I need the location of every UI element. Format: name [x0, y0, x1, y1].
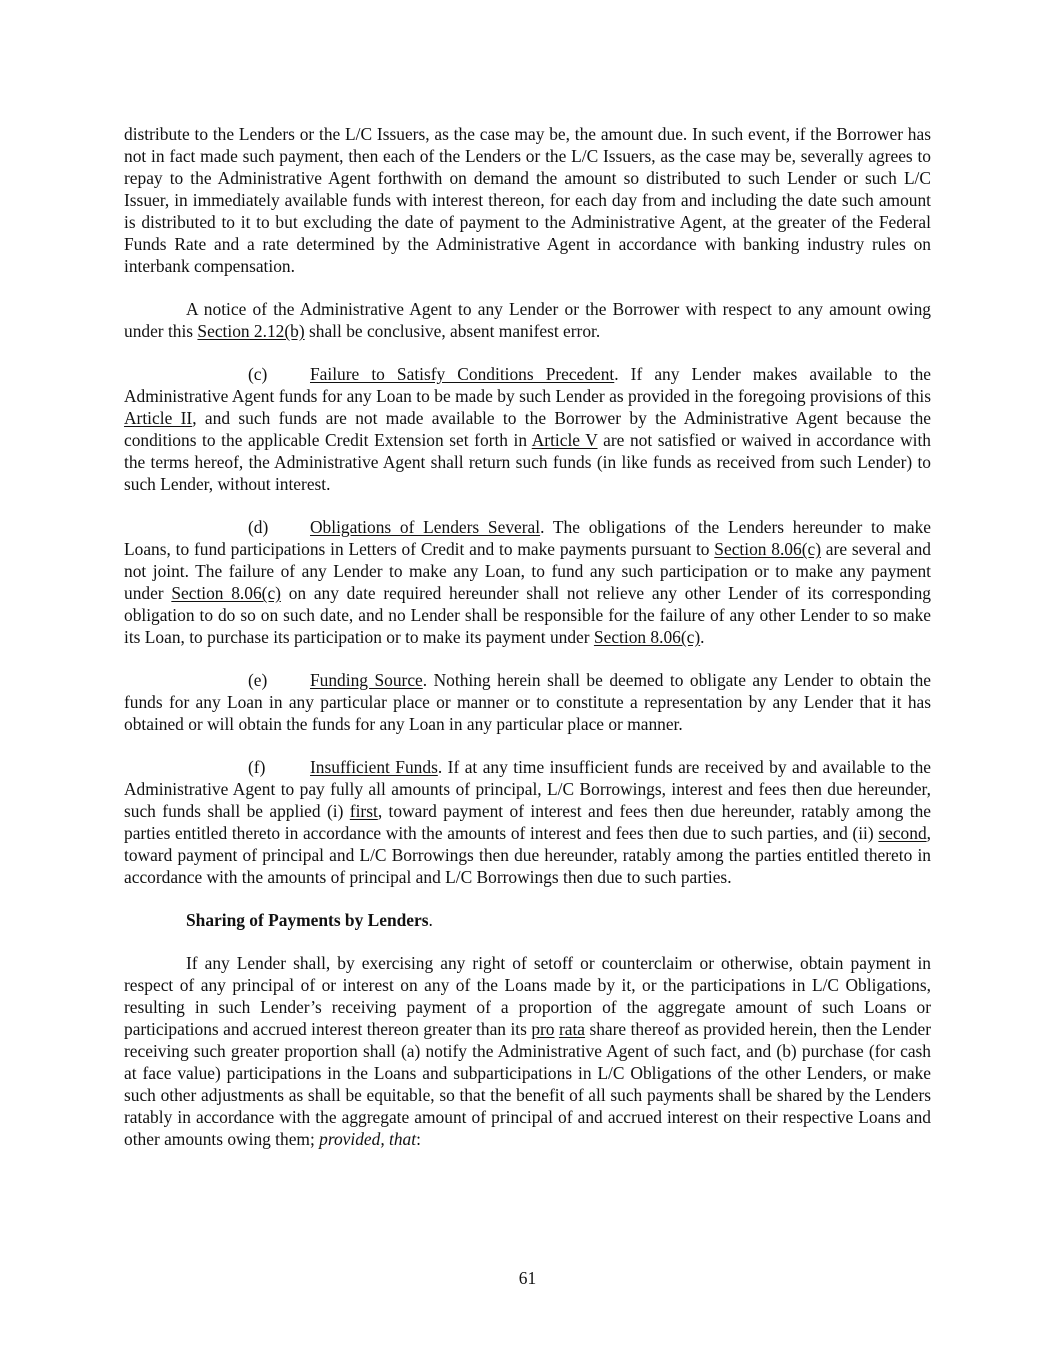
section-ref-2-12b: Section 2.12(b): [197, 321, 305, 341]
sharing-heading-text: Sharing of Payments by Lenders: [186, 910, 429, 930]
section-f-title: Insufficient Funds: [310, 757, 438, 777]
section-8-06c-ref-1: Section 8.06(c): [714, 539, 821, 559]
section-c-text-1: . If any Lender makes available to the Administrative Agent funds for any Loan to be made by such Lender as provided in the foregoing provisions of this: [124, 364, 931, 406]
section-d-label: (d): [248, 517, 269, 537]
sharing-heading-period: .: [428, 910, 433, 930]
section-e-text-1: . Nothing herein shall be deemed to obligate any Lender to obtain the funds for any Loan in any particular place or manner or to constitute a representation by any Lender that it has obtained or will obtain the funds for any Loan in any particular place or manner.: [124, 670, 932, 734]
section-8-06c-ref-3: Section 8.06(c): [593, 627, 701, 647]
section-f-label: (f): [248, 757, 266, 777]
section-8-06c-ref-2: Section 8.06(c): [171, 583, 281, 603]
notice-text-2: shall be conclusive, absent manifest error.: [304, 321, 601, 341]
paragraph-section-e: [124, 669, 931, 735]
section-f-text-3: , toward payment of principal and L/C Borrowings then due hereunder, ratably among the parties entitled thereto in accordance with the amounts of principal and L/C Borrowings then due to such parties.: [124, 823, 931, 887]
section-c-label: (c): [248, 364, 268, 384]
paragraph-notice: [124, 298, 931, 342]
section-c-text-2: , and such funds are not made available to the Borrower by the Administrative Agent because the conditions to the applicable Credit Extension set forth in: [124, 408, 932, 450]
second-term: second: [878, 823, 927, 843]
paragraph-sharing: [124, 952, 931, 1150]
article-ii-ref: Article II: [124, 408, 193, 428]
section-d-text-2: are several and not joint. The failure of any Lender to make any Loan, to fund any such participation or to make any payment under: [124, 539, 931, 603]
sharing-text-3: :: [416, 1129, 421, 1149]
section-c-title: Failure to Satisfy Conditions Precedent: [310, 364, 615, 384]
provided-that-italic: provided, that: [319, 1129, 417, 1149]
rata-term: rata: [558, 1019, 586, 1039]
section-c-text-3: are not satisfied or waived in accordance with the terms hereof, the Administrative Agent shall return such funds (in like funds as received from such Lender) to such Lender, without interest.: [124, 430, 932, 494]
section-e-title: Funding Source: [310, 670, 423, 690]
section-d-title: Obligations of Lenders Several: [310, 517, 541, 537]
paragraph-section-f: [124, 756, 931, 888]
section-heading-sharing: [124, 909, 931, 931]
first-term: first: [349, 801, 378, 821]
pro-term: pro: [531, 1019, 555, 1039]
page-number: 61: [518, 1268, 537, 1288]
sharing-text-1: If any Lender shall, by exercising any right of setoff or counterclaim or otherwise, obtain payment in respect of any principal of or interest on any of the Loans made by it, or the participations in L/C Obligations, resulting in such Lender’s receiving payment of a proportion of the aggregate amount of such Loans or participations and accrued interest thereon greater than its: [124, 953, 931, 1039]
notice-text-1: A notice of the Administrative Agent to any Lender or the Borrower with respect to any amount owing under this: [124, 299, 931, 341]
paragraph-section-d: [124, 516, 931, 648]
paragraph-section-c: [124, 363, 931, 495]
section-e-label: (e): [248, 670, 268, 690]
section-d-text-4: .: [700, 627, 705, 647]
document-page: [124, 123, 931, 1171]
sharing-text-2: share thereof as provided herein, then the Lender receiving such greater proportion shall (a) notify the Administrative Agent of such fact, and (b) purchase (for cash at face value) participations in the Loans and subparticipations in L/C Obligations of the other Lenders, or make such other adjustments as shall be equitable, so that the benefit of all such payments shall be shared by the Lenders ratably in accordance with the aggregate amount of principal of and accrued interest on their respective Loans and other amounts owing them;: [124, 1019, 931, 1149]
paragraph-continuation: distribute to the Lenders or the L/C Issuers, as the case may be, the amount due. In such event, if the Borrower has not in fact made such payment, then each of the Lenders or the L/C Issuers, as the case may be, severally agrees to repay to the Administrative Agent forthwith on demand the amount so distributed to such Lender or such L/C Issuer, in immediately available funds with interest thereon, for each day from and including the date such amount is distributed to it to but excluding the date of payment to the Administrative Agent, at the greater of the Federal Funds Rate and a rate determined by the Administrative Agent in accordance with banking industry rules on interbank compensation.: [124, 124, 931, 276]
section-d-text-1: . The obligations of the Lenders hereunder to make Loans, to fund participations in Letters of Credit and to make payments pursuant to: [124, 517, 932, 559]
section-d-text-3: on any date required hereunder shall not relieve any other Lender of its corresponding obligation to do so on such date, and no Lender shall be responsible for the failure of any other Lender to so make its Loan, to purchase its participation or to make its payment under: [124, 583, 931, 647]
article-v-ref: Article V: [531, 430, 598, 450]
section-f-text-1: . If at any time insufficient funds are received by and available to the Administrative Agent to pay fully all amounts of principal, L/C Borrowings, interest and fees then due hereunder, such funds shall be applied (i): [124, 757, 931, 821]
section-f-text-2: , toward payment of interest and fees then due hereunder, ratably among the parties entitled thereto in accordance with the amounts of interest and fees then due to such parties, and (ii): [124, 801, 932, 843]
